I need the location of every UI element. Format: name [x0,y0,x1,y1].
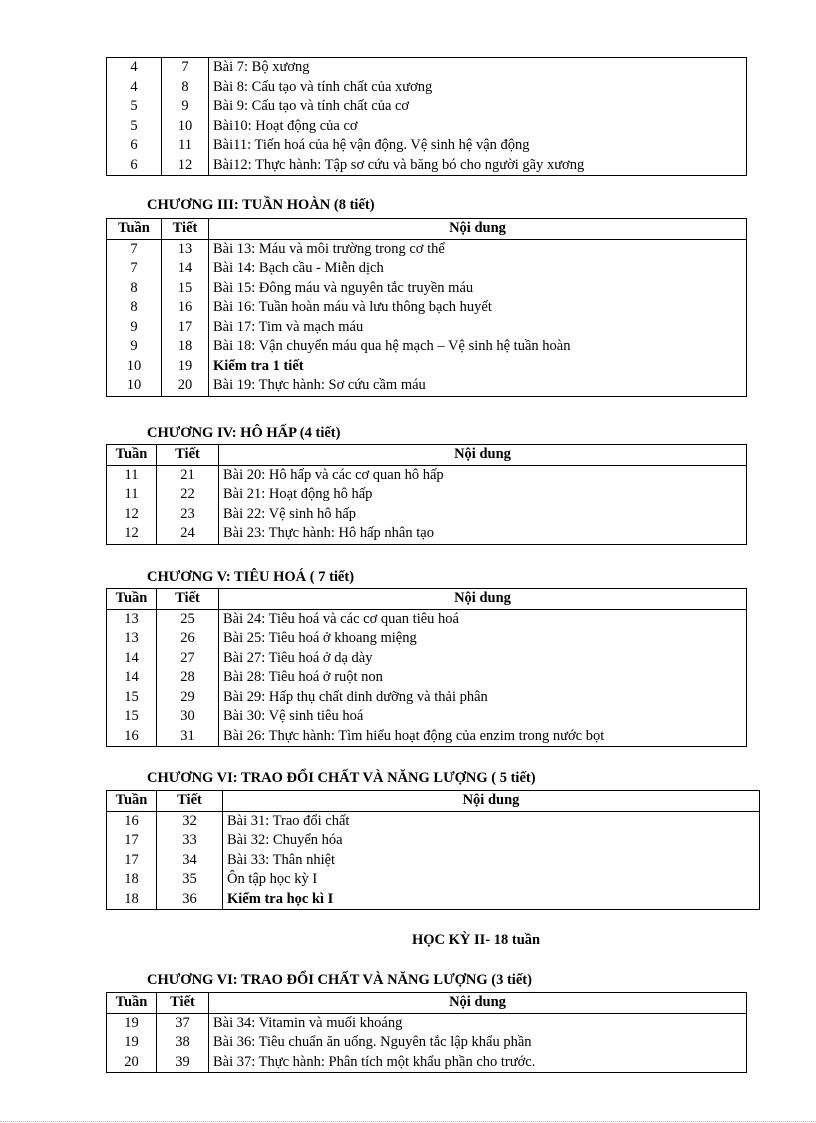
table-chuong-iv [106,444,747,545]
cell-tiet: 33 [157,831,223,851]
table-row [107,524,747,544]
cell-tuan: 5 [107,117,162,137]
cell-tiet: 26 [157,629,219,649]
cell-tiet: 7 [162,58,209,78]
cell-tiet: 35 [157,870,223,890]
cell-tuan: 10 [107,357,162,377]
cell-tuan: 17 [107,851,157,871]
table-chuong-v [106,588,747,747]
cell-tuan: 6 [107,136,162,156]
table-row [107,136,747,156]
header-tuan: Tuần [107,993,157,1014]
cell-tiet: 17 [162,318,209,338]
cell-noidung: Bài 28: Tiêu hoá ở ruột non [219,668,747,688]
cell-noidung: Bài 13: Máu và môi trường trong cơ thể [209,239,747,259]
header-tiet: Tiết [157,445,219,466]
cell-tiet: 23 [157,505,219,525]
header-noidung: Nội dung [223,791,760,812]
cell-noidung: Bài 29: Hấp thụ chất dinh dưỡng và thải phân [219,688,747,708]
cell-noidung: Bài 37: Thực hành: Phân tích một khẩu phần cho trước. [209,1053,747,1073]
cell-noidung: Bài 31: Trao đổi chất [223,811,760,831]
cell-noidung: Bài10: Hoạt động của cơ [209,117,747,137]
table-row [107,465,747,485]
header-tuan: Tuần [107,445,157,466]
table-row [107,707,747,727]
cell-tuan: 13 [107,629,157,649]
cell-noidung: Bài 16: Tuần hoàn máu và lưu thông bạch huyết [209,298,747,318]
table-row [107,1033,747,1053]
cell-tiet: 18 [162,337,209,357]
cell-tuan: 4 [107,78,162,98]
header-tiet: Tiết [162,219,209,240]
cell-tuan: 12 [107,505,157,525]
table-row [107,376,747,396]
cell-noidung: Bài11: Tiến hoá của hệ vận động. Vệ sinh hệ vận động [209,136,747,156]
cell-noidung: Bài 15: Đông máu và nguyên tắc truyền máu [209,279,747,299]
cell-tiet: 12 [162,156,209,176]
chapter-title: CHƯƠNG VI: TRAO ĐỔI CHẤT VÀ NĂNG LƯỢNG (3 tiết) [147,972,532,988]
cell-tiet: 14 [162,259,209,279]
table-row [107,485,747,505]
cell-tiet: 11 [162,136,209,156]
cell-noidung: Bài 36: Tiêu chuẩn ăn uống. Nguyên tắc lập khẩu phần [209,1033,747,1053]
cell-noidung: Bài 23: Thực hành: Hô hấp nhân tạo [219,524,747,544]
semester-heading: HỌC KỲ II- 18 tuần [412,932,541,948]
cell-noidung: Ôn tập học kỳ I [223,870,760,890]
table-row [107,688,747,708]
table-row [107,239,747,259]
table-chuong-vi-hk2 [106,992,747,1073]
cell-tuan: 10 [107,376,162,396]
cell-noidung: Bài 21: Hoạt động hô hấp [219,485,747,505]
table-row [107,259,747,279]
cell-tuan: 19 [107,1013,157,1033]
table-row [107,649,747,669]
table-chuong-ii-continued [106,57,747,176]
header-noidung: Nội dung [219,589,747,610]
cell-tiet: 8 [162,78,209,98]
cell-tuan: 14 [107,668,157,688]
table-row [107,811,760,831]
cell-tuan: 9 [107,337,162,357]
cell-noidung: Bài 33: Thân nhiệt [223,851,760,871]
cell-tuan: 14 [107,649,157,669]
cell-tuan: 7 [107,259,162,279]
cell-noidung: Bài 24: Tiêu hoá và các cơ quan tiêu hoá [219,609,747,629]
cell-tuan: 18 [107,870,157,890]
cell-tuan: 17 [107,831,157,851]
cell-tiet: 15 [162,279,209,299]
cell-tuan: 8 [107,279,162,299]
header-tuan: Tuần [107,791,157,812]
table-row [107,1053,747,1073]
cell-tuan: 4 [107,58,162,78]
cell-tuan: 13 [107,609,157,629]
header-tiet: Tiết [157,589,219,610]
table-row [107,117,747,137]
cell-tiet: 16 [162,298,209,318]
table-row [107,97,747,117]
cell-noidung: Bài 27: Tiêu hoá ở dạ dày [219,649,747,669]
cell-noidung: Bài 14: Bạch cầu - Miễn dịch [209,259,747,279]
cell-noidung: Bài 20: Hô hấp và các cơ quan hô hấp [219,465,747,485]
cell-tiet: 31 [157,727,219,747]
table-row [107,505,747,525]
header-tuan: Tuần [107,589,157,610]
cell-noidung: Bài 17: Tim và mạch máu [209,318,747,338]
chapter-title: CHƯƠNG V: TIÊU HOÁ ( 7 tiết) [147,569,355,585]
cell-tiet: 13 [162,239,209,259]
cell-tiet: 22 [157,485,219,505]
cell-tiet: 38 [157,1033,209,1053]
cell-noidung: Bài 19: Thực hành: Sơ cứu cầm máu [209,376,747,396]
table-row [107,870,760,890]
cell-tiet: 28 [157,668,219,688]
cell-noidung: Bài 8: Cấu tạo và tính chất của xương [209,78,747,98]
cell-tuan: 15 [107,707,157,727]
cell-noidung: Bài 30: Vệ sinh tiêu hoá [219,707,747,727]
cell-tuan: 19 [107,1033,157,1053]
cell-noidung: Bài 32: Chuyển hóa [223,831,760,851]
chapter-title: CHƯƠNG VI: TRAO ĐỔI CHẤT VÀ NĂNG LƯỢNG ( 5 tiết) [147,770,536,786]
cell-noidung: Bài 25: Tiêu hoá ở khoang miệng [219,629,747,649]
header-noidung: Nội dung [209,219,747,240]
cell-tiet: 10 [162,117,209,137]
cell-noidung: Kiểm tra 1 tiết [209,357,747,377]
cell-tiet: 27 [157,649,219,669]
cell-noidung: Bài 9: Cấu tạo và tính chất của cơ [209,97,747,117]
cell-noidung: Bài 26: Thực hành: Tìm hiểu hoạt động của enzim trong nước bọt [219,727,747,747]
table-row [107,890,760,910]
table-row [107,357,747,377]
table-row [107,609,747,629]
table-row [107,629,747,649]
cell-tuan: 16 [107,811,157,831]
table-row [107,58,747,78]
table-row [107,668,747,688]
cell-noidung: Bài12: Thực hành: Tập sơ cứu và băng bó cho người gãy xương [209,156,747,176]
header-noidung: Nội dung [219,445,747,466]
table-row [107,337,747,357]
table-row [107,78,747,98]
cell-tuan: 5 [107,97,162,117]
cell-tuan: 11 [107,485,157,505]
table-row [107,727,747,747]
cell-tuan: 11 [107,465,157,485]
chapter-title: CHƯƠNG III: TUẦN HOÀN (8 tiết) [147,197,375,213]
cell-tiet: 37 [157,1013,209,1033]
cell-tiet: 32 [157,811,223,831]
table-row [107,279,747,299]
cell-tiet: 19 [162,357,209,377]
cell-tuan: 15 [107,688,157,708]
cell-tuan: 8 [107,298,162,318]
table-row [107,156,747,176]
cell-tuan: 20 [107,1053,157,1073]
cell-noidung: Bài 34: Vitamin và muối khoáng [209,1013,747,1033]
cell-tuan: 9 [107,318,162,338]
cell-noidung: Kiểm tra học kì I [223,890,760,910]
cell-noidung: Bài 18: Vận chuyển máu qua hệ mạch – Vệ sinh hệ tuần hoàn [209,337,747,357]
page-bottom-divider [0,1121,816,1122]
cell-tuan: 18 [107,890,157,910]
chapter-title: CHƯƠNG IV: HÔ HẤP (4 tiết) [147,425,341,441]
table-row [107,831,760,851]
cell-tuan: 7 [107,239,162,259]
cell-tiet: 25 [157,609,219,629]
table-row [107,298,747,318]
cell-noidung: Bài 7: Bộ xương [209,58,747,78]
table-row [107,318,747,338]
cell-tiet: 39 [157,1053,209,1073]
header-tuan: Tuần [107,219,162,240]
header-tiet: Tiết [157,791,223,812]
cell-tiet: 21 [157,465,219,485]
cell-tuan: 16 [107,727,157,747]
cell-tiet: 34 [157,851,223,871]
table-chuong-iii [106,218,747,397]
cell-tiet: 36 [157,890,223,910]
cell-tiet: 24 [157,524,219,544]
table-chuong-vi-hk1 [106,790,760,910]
cell-tiet: 9 [162,97,209,117]
cell-tiet: 20 [162,376,209,396]
cell-tiet: 30 [157,707,219,727]
header-tiet: Tiết [157,993,209,1014]
table-row [107,1013,747,1033]
cell-tuan: 6 [107,156,162,176]
cell-noidung: Bài 22: Vệ sinh hô hấp [219,505,747,525]
cell-tuan: 12 [107,524,157,544]
cell-tiet: 29 [157,688,219,708]
header-noidung: Nội dung [209,993,747,1014]
table-row [107,851,760,871]
